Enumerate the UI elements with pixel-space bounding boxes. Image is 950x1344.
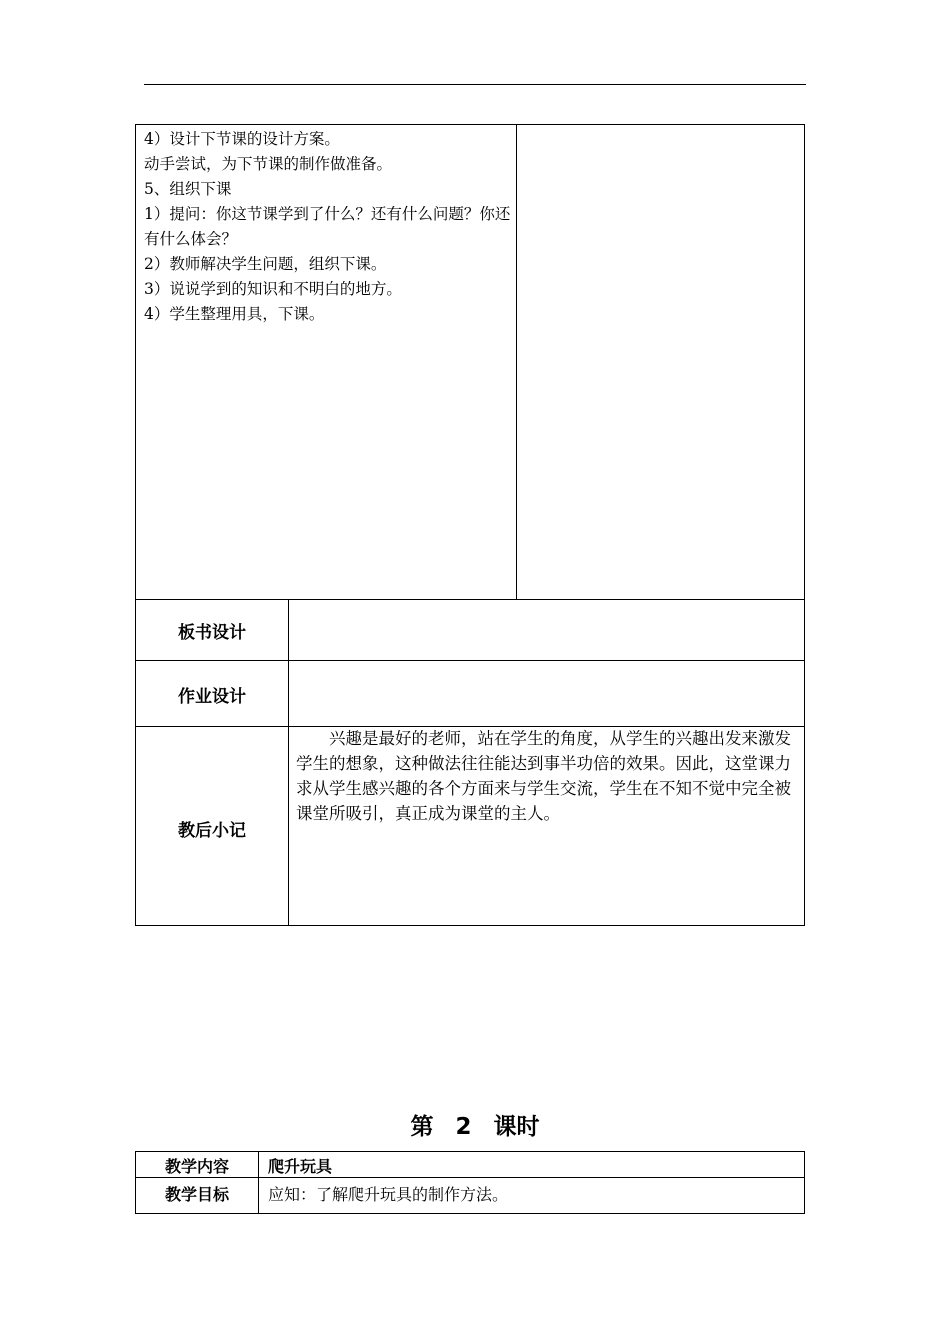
row-divider [136,660,804,661]
lesson-plan-table [135,124,805,926]
reflection-text: 兴趣是最好的老师，站在学生的角度，从学生的兴趣出发来激发学生的想象，这种做法往往能达到事半功倍的效果。因此，这堂课力求从学生感兴趣的各个方面来与学生交流，学生在不知不觉中完全被课堂所吸引，真正成为课堂的主人。 [296,729,791,823]
content-label: 教学内容 [164,1157,229,1176]
label-column-divider [288,599,289,925]
goal-label: 教学目标 [164,1185,229,1204]
step-line: 4）学生整理用具，下课。 [144,305,325,323]
row-divider [136,599,804,600]
step-line: 4）设计下节课的设计方案。 [144,130,340,148]
step-line: 动手尝试，为下节课的制作做准备。 [144,155,393,173]
board-design-label: 板书设计 [178,623,246,643]
step-line: 1）提问：你这节课学到了什么？还有什么问题？你还有什么体会？ [144,205,511,248]
reflection-label: 教后小记 [178,821,246,841]
teaching-steps [144,127,512,327]
homework-design-label: 作业设计 [178,687,246,707]
lesson-info-table [135,1151,805,1214]
step-line: 5、组织下课 [144,180,232,198]
header-rule [144,84,806,85]
step-line: 2）教师解决学生问题，组织下课。 [144,255,387,273]
step-line: 3）说说学到的知识和不明白的地方。 [144,280,402,298]
lesson-title: 第 2 课时 [410,1114,540,1140]
goal-value: 应知：了解爬升玩具的制作方法。 [268,1185,509,1204]
content-value: 爬升玩具 [268,1157,333,1176]
column-divider [258,1152,259,1213]
row-divider [136,1177,804,1178]
column-divider [516,125,517,599]
